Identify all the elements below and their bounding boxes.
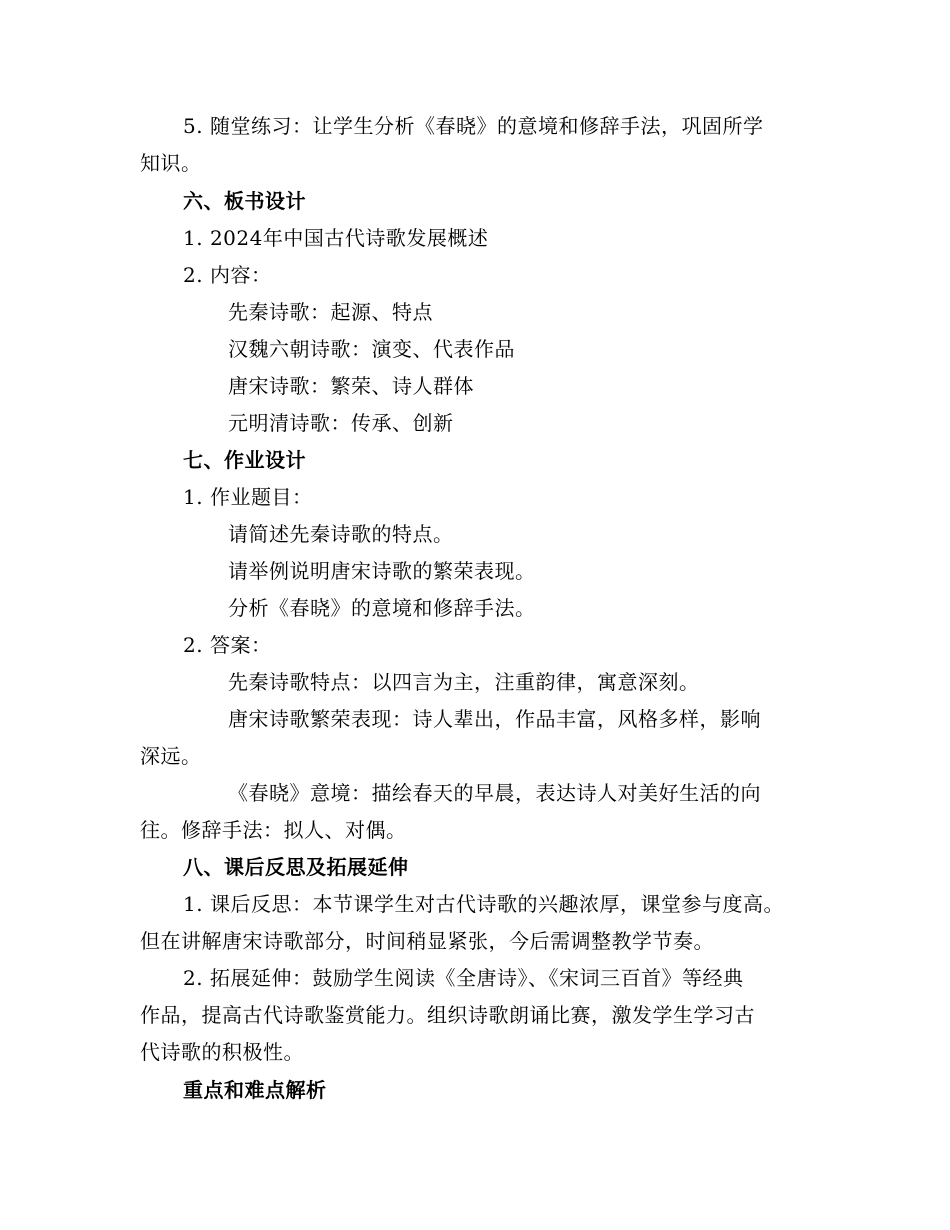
section-heading: 八、课后反思及拓展延伸 [183,855,409,879]
sub-item: 汉魏六朝诗歌：演变、代表作品 [228,337,515,361]
paragraph-line: 深远。 [140,744,202,768]
paragraph-line: 往。修辞手法：拟人、对偶。 [140,818,407,842]
sub-item: 唐宋诗歌：繁荣、诗人群体 [228,374,474,398]
paragraph-line: 代诗歌的积极性。 [140,1040,304,1064]
paragraph-line: 作品，提高古代诗歌鉴赏能力。组织诗歌朗诵比赛，激发学生学习古 [140,1003,755,1027]
paragraph-line: 但在讲解唐宋诗歌部分，时间稍显紧张，今后需调整教学节奏。 [140,929,714,953]
list-item: 2. 答案： [183,633,272,657]
sub-item: 《春晓》意境：描绘春天的早晨，表达诗人对美好生活的向 [228,781,761,805]
sub-item: 元明清诗歌：传承、创新 [228,411,454,435]
list-item: 2. 内容： [183,263,272,287]
paragraph-line: 5. 随堂练习：让学生分析《春晓》的意境和修辞手法，巩固所学 [183,114,764,138]
sub-item: 请简述先秦诗歌的特点。 [228,522,454,546]
section-heading: 六、板书设计 [183,189,306,213]
list-item: 1. 2024年中国古代诗歌发展概述 [183,226,489,250]
section-heading: 七、作业设计 [183,448,306,472]
list-item: 2. 拓展延伸：鼓励学生阅读《全唐诗》、《宋词三百首》等经典 [183,966,744,990]
sub-item: 分析《春晓》的意境和修辞手法。 [228,596,536,620]
list-item: 1. 作业题目： [183,485,313,509]
sub-item: 唐宋诗歌繁荣表现：诗人辈出，作品丰富，风格多样，影响 [228,707,761,731]
paragraph-line: 知识。 [140,151,202,175]
sub-item: 先秦诗歌：起源、特点 [228,300,433,324]
section-heading: 重点和难点解析 [183,1078,327,1102]
list-item: 1. 课后反思：本节课学生对古代诗歌的兴趣浓厚，课堂参与度高。 [183,892,784,916]
sub-item: 请举例说明唐宋诗歌的繁荣表现。 [228,559,536,583]
sub-item: 先秦诗歌特点：以四言为主，注重韵律，寓意深刻。 [228,670,700,694]
